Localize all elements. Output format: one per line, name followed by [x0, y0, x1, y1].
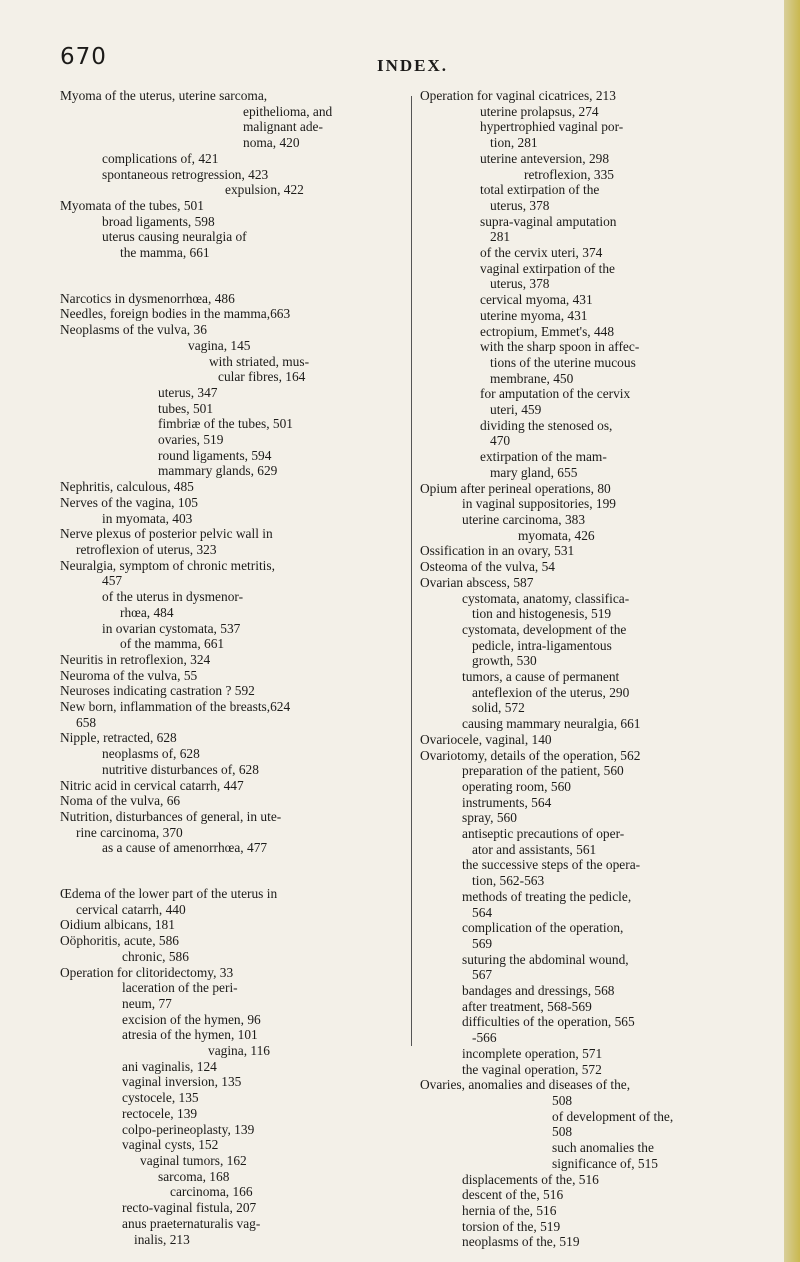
index-entry: ani vaginalis, 124	[122, 1058, 217, 1074]
index-entry: round ligaments, 594	[158, 447, 272, 463]
index-entry: Neuritis in retroflexion, 324	[60, 651, 211, 667]
index-entry: tumors, a cause of permanent	[462, 669, 620, 685]
index-entry: of the cervix uteri, 374	[480, 245, 603, 261]
index-entry: myomata, 426	[518, 527, 595, 543]
index-entry: Neuralgia, symptom of chronic metritis,	[60, 557, 275, 573]
running-head: INDEX.	[377, 56, 449, 75]
index-entry: causing mammary neuralgia, 661	[462, 716, 641, 732]
index-entry: after treatment, 568-569	[462, 998, 592, 1014]
index-entry: 281	[490, 229, 511, 245]
index-entry: extirpation of the mam-	[480, 449, 607, 465]
index-entry: significance of, 515	[552, 1155, 658, 1171]
index-entry: Noma of the vulva, 66	[60, 793, 181, 809]
entry-gap	[60, 276, 406, 291]
index-entry: of development of the,	[552, 1108, 674, 1124]
index-entry: uteri, 459	[490, 402, 542, 418]
page-edge	[784, 0, 800, 1262]
index-entry: 567	[472, 967, 493, 983]
index-entry: retroflexion, 335	[524, 166, 614, 182]
index-entry: tion, 281	[490, 135, 538, 151]
index-entry: in vaginal suppositories, 199	[462, 496, 616, 512]
index-entry: with the sharp spoon in affec-	[480, 339, 640, 355]
index-entry: vagina, 145	[188, 337, 251, 353]
index-entry: the vaginal operation, 572	[462, 1061, 602, 1077]
index-entry: 470	[490, 433, 511, 449]
index-column-left	[60, 88, 406, 1247]
index-entry: uterine myoma, 431	[480, 307, 588, 323]
index-entry: membrane, 450	[490, 370, 574, 386]
index-entry: uterine prolapsus, 274	[480, 103, 599, 119]
index-entry: uterus causing neuralgia of	[102, 229, 247, 245]
index-entry: antiseptic precautions of oper-	[462, 826, 625, 842]
index-entry: tion and histogenesis, 519	[472, 606, 612, 622]
index-entry: tubes, 501	[158, 400, 214, 416]
index-entry: nutritive disturbances of, 628	[102, 761, 259, 777]
index-entry: cular fibres, 164	[218, 369, 306, 385]
index-entry: ectropium, Emmet's, 448	[480, 323, 615, 339]
page-header	[0, 44, 800, 78]
entry-gap	[60, 261, 406, 276]
index-entry: Oidium albicans, 181	[60, 917, 175, 933]
index-entry: total extirpation of the	[480, 182, 600, 198]
index-entry: uterus, 347	[158, 384, 218, 400]
index-entry: mary gland, 655	[490, 464, 578, 480]
index-entry: uterus, 378	[490, 276, 550, 292]
index-entry: 569	[472, 935, 493, 951]
index-entry: in myomata, 403	[102, 510, 193, 526]
index-entry: New born, inflammation of the breasts,624	[60, 699, 291, 715]
index-entry: complication of the operation,	[462, 920, 624, 936]
index-entry: sarcoma, 168	[158, 1168, 230, 1184]
index-entry: methods of treating the pedicle,	[462, 888, 632, 904]
index-entry: malignant ade-	[243, 119, 323, 135]
index-entry: uterus, 378	[490, 197, 550, 213]
index-entry: cervical catarrh, 440	[76, 901, 186, 917]
index-entry: Œdema of the lower part of the uterus in	[60, 886, 278, 902]
index-entry: colpo-perineoplasty, 139	[122, 1121, 255, 1137]
index-entry: dividing the stenosed os,	[480, 417, 613, 433]
index-entry: the successive steps of the opera-	[462, 857, 641, 873]
index-entry: vaginal extirpation of the	[480, 260, 615, 276]
index-entry: in ovarian cystomata, 537	[102, 620, 241, 636]
index-entry: broad ligaments, 598	[102, 213, 215, 229]
index-entry: Neuroses indicating castration ? 592	[60, 683, 255, 699]
index-entry: epithelioma, and	[243, 103, 333, 119]
index-entry: 457	[102, 573, 123, 589]
index-entry: inalis, 213	[134, 1231, 190, 1247]
index-entry: pedicle, intra-ligamentous	[472, 637, 612, 653]
index-entry: Needles, foreign bodies in the mamma,663	[60, 306, 291, 322]
index-entry: operating room, 560	[462, 778, 571, 794]
index-entry: carcinoma, 166	[170, 1184, 253, 1200]
index-entry: Opium after perineal operations, 80	[420, 480, 611, 496]
index-entry: cystomata, anatomy, classifica-	[462, 590, 630, 606]
index-entry: tions of the uterine mucous	[490, 354, 636, 370]
index-entry: Ovariocele, vaginal, 140	[420, 731, 552, 747]
index-entry: mammary glands, 629	[158, 463, 278, 479]
index-entry: suturing the abdominal wound,	[462, 951, 629, 967]
index-entry: rine carcinoma, 370	[76, 824, 183, 840]
index-entry: Ossification in an ovary, 531	[420, 543, 575, 559]
index-entry: spontaneous retrogression, 423	[102, 166, 269, 182]
index-entry: Myomata of the tubes, 501	[60, 197, 204, 213]
index-entry: 508	[552, 1093, 573, 1108]
index-entry: preparation of the patient, 560	[462, 763, 624, 779]
index-column-right	[420, 88, 770, 1250]
index-entry: displacements of the, 516	[462, 1171, 599, 1187]
index-entry: vaginal cysts, 152	[122, 1137, 219, 1153]
index-entry: torsion of the, 519	[462, 1218, 561, 1234]
index-entry: vaginal inversion, 135	[122, 1074, 242, 1090]
index-entry: uterine carcinoma, 383	[462, 511, 586, 527]
index-entry: tion, 562-563	[472, 873, 545, 889]
index-entry: hernia of the, 516	[462, 1202, 557, 1218]
index-entry: 658	[76, 714, 97, 730]
index-entry: Operation for clitoridectomy, 33	[60, 964, 234, 980]
index-entry: Myoma of the uterus, uterine sarcoma,	[60, 88, 268, 103]
index-entry: rhœa, 484	[120, 604, 174, 620]
index-entry: Osteoma of the vulva, 54	[420, 559, 555, 575]
index-entry: spray, 560	[462, 810, 517, 826]
index-entry: with striated, mus-	[209, 353, 310, 369]
index-entry: Nitric acid in cervical catarrh, 447	[60, 777, 244, 793]
index-entry: ator and assistants, 561	[472, 841, 597, 857]
index-entry: of the uterus in dysmenor-	[102, 589, 244, 605]
entry-gap	[60, 871, 406, 886]
page-number: 670	[60, 44, 107, 70]
index-entry: Neoplasms of the vulva, 36	[60, 322, 207, 338]
index-entry: Nephritis, calculous, 485	[60, 479, 194, 495]
index-entry: Nutrition, disturbances of general, in ute-	[60, 808, 282, 824]
index-entry: Oöphoritis, acute, 586	[60, 933, 180, 949]
index-entry: uterine anteversion, 298	[480, 150, 610, 166]
index-entry: Nipple, retracted, 628	[60, 730, 177, 746]
index-entry: neum, 77	[122, 995, 172, 1011]
index-entry: hypertrophied vaginal por-	[480, 119, 624, 135]
index-entry: for amputation of the cervix	[480, 386, 631, 402]
index-entry: noma, 420	[243, 135, 300, 151]
index-entry: supra-vaginal amputation	[480, 213, 617, 229]
index-entry: vaginal tumors, 162	[140, 1153, 247, 1168]
index-entry: excision of the hymen, 96	[122, 1011, 261, 1027]
index-entry: chronic, 586	[122, 948, 189, 964]
entry-gap	[60, 856, 406, 871]
index-entry: Nerve plexus of posterior pelvic wall in	[60, 526, 273, 542]
index-entry: difficulties of the operation, 565	[462, 1014, 635, 1030]
index-entry: bandages and dressings, 568	[462, 983, 615, 999]
index-entry: -566	[472, 1030, 497, 1046]
index-entry: anteflexion of the uterus, 290	[472, 684, 630, 700]
index-entry: solid, 572	[472, 700, 525, 716]
index-entry: neoplasms of the, 519	[462, 1234, 580, 1250]
index-entry: Ovaries, anomalies and diseases of the,	[420, 1077, 631, 1093]
index-entry: recto-vaginal fistula, 207	[122, 1200, 257, 1216]
index-entry: such anomalies the	[552, 1140, 654, 1156]
index-entry: retroflexion of uterus, 323	[76, 541, 217, 557]
index-entry: the mamma, 661	[120, 245, 210, 261]
index-entry: as a cause of amenorrhœa, 477	[102, 840, 268, 856]
index-entry: cystocele, 135	[122, 1090, 199, 1106]
index-entry: growth, 530	[472, 653, 537, 669]
index-entry: incomplete operation, 571	[462, 1045, 603, 1061]
index-entry: laceration of the peri-	[122, 980, 238, 996]
index-entry: Operation for vaginal cicatrices, 213	[420, 88, 616, 103]
index-entry: Neuroma of the vulva, 55	[60, 667, 198, 683]
index-entry: cystomata, development of the	[462, 621, 627, 637]
index-entry: Narcotics in dysmenorrhœa, 486	[60, 290, 235, 306]
index-entry: atresia of the hymen, 101	[122, 1027, 258, 1043]
index-entry: neoplasms of, 628	[102, 746, 200, 762]
column-divider	[411, 96, 412, 1046]
index-entry: 508	[552, 1124, 573, 1140]
index-entry: Ovarian abscess, 587	[420, 574, 534, 590]
index-entry: ovaries, 519	[158, 432, 224, 448]
index-entry: Nerves of the vagina, 105	[60, 494, 198, 510]
index-entry: fimbriæ of the tubes, 501	[158, 416, 294, 432]
index-entry: cervical myoma, 431	[480, 292, 593, 308]
index-entry: anus praeternaturalis vag-	[122, 1215, 261, 1231]
index-entry: complications of, 421	[102, 150, 219, 166]
index-entry: descent of the, 516	[462, 1187, 564, 1203]
index-entry: Ovariotomy, details of the operation, 562	[420, 747, 641, 763]
index-entry: expulsion, 422	[225, 182, 304, 198]
index-entry: instruments, 564	[462, 794, 552, 810]
index-entry: vagina, 116	[208, 1043, 270, 1059]
index-entry: of the mamma, 661	[120, 636, 225, 652]
index-entry: 564	[472, 904, 493, 920]
index-entry: rectocele, 139	[122, 1105, 198, 1121]
